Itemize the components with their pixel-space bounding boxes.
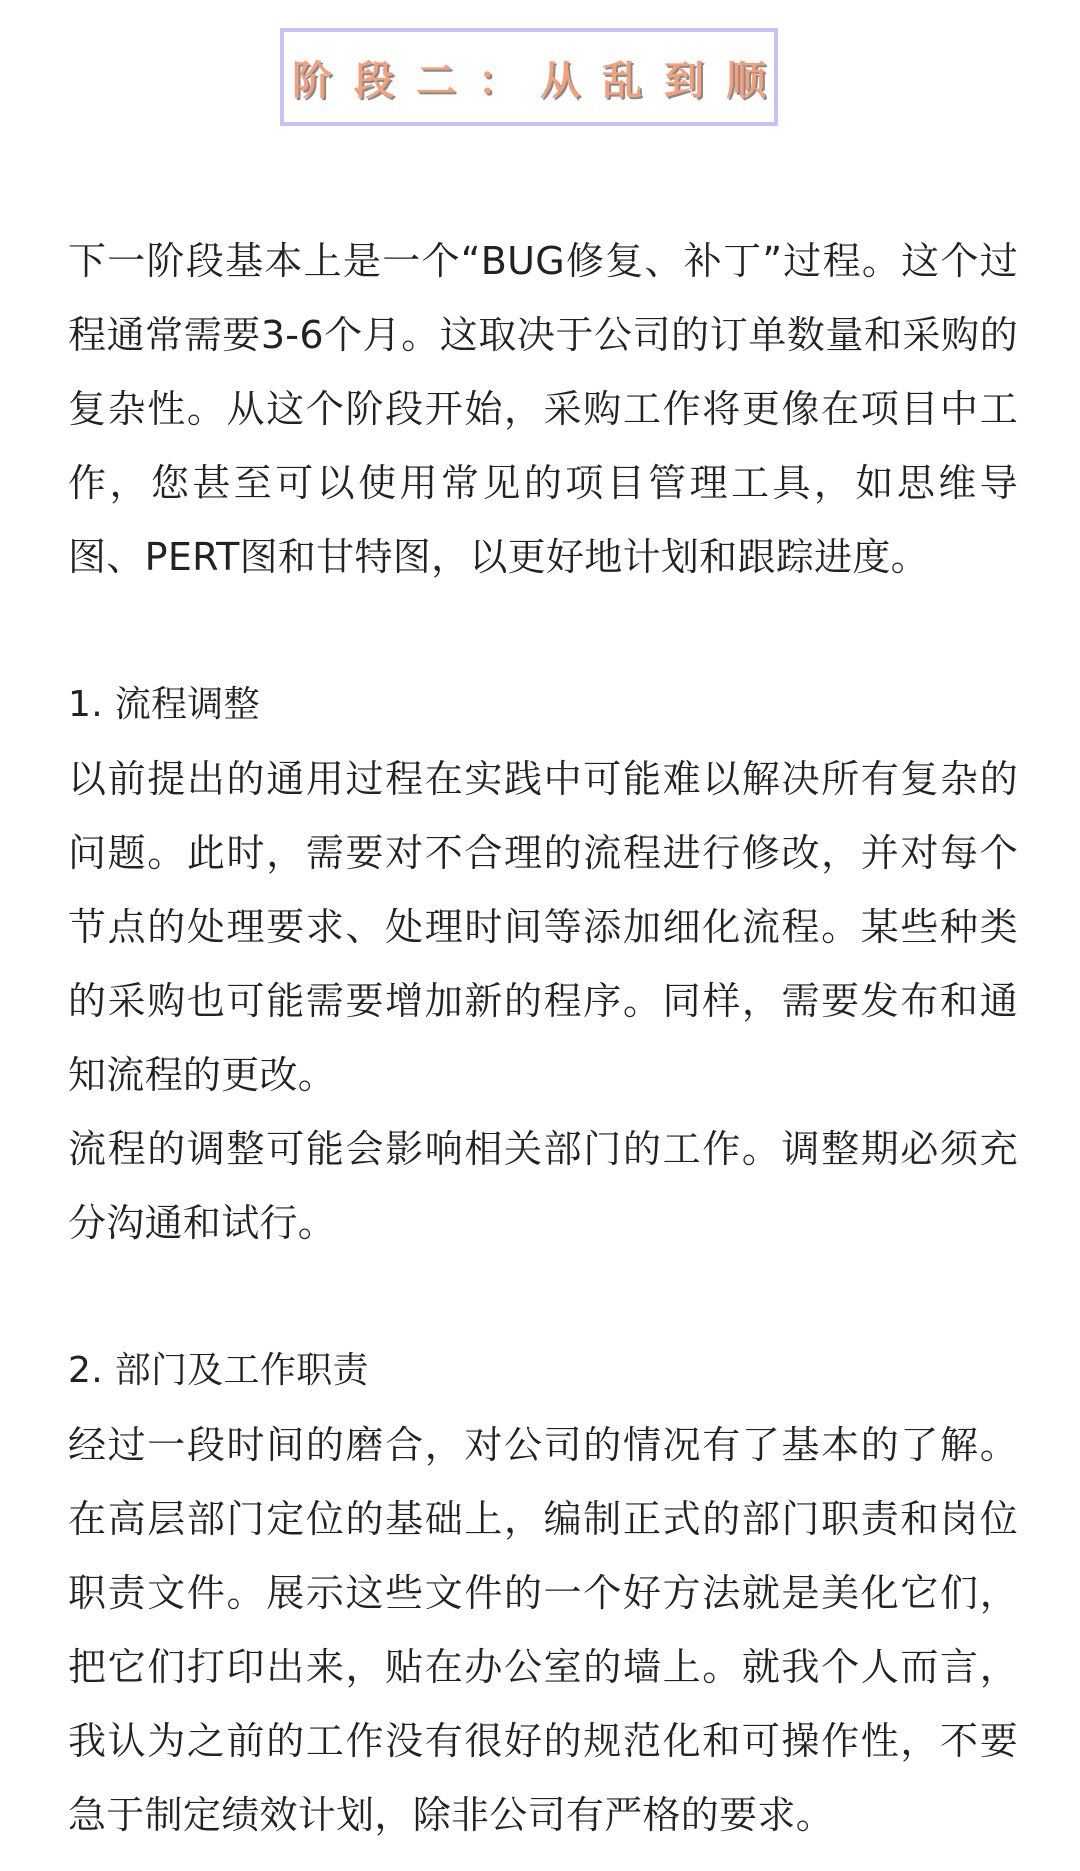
section-heading-duties: 2. 部门及工作职责 — [68, 1350, 369, 1391]
title-box — [280, 28, 788, 126]
article-body — [68, 224, 1018, 1852]
section-paragraph: 流程的调整可能会影响相关部门的工作。调整期必须充分沟通和试行。 — [68, 1127, 1018, 1245]
intro-paragraph: 下一阶段基本上是一个“BUG修复、补丁”过程。这个过程通常需要3-6个月。这取决于公司的订单数量和采购的复杂性。从这个阶段开始，采购工作将更像在项目中工作，您甚至可以使用常见的项目管理工具，如思维导图、PERT图和甘特图，以更好地计划和跟踪进度。 — [68, 239, 1018, 579]
section-heading-process: 1. 流程调整 — [68, 684, 260, 725]
page-title: 阶段二：从乱到顺 — [292, 57, 788, 104]
section-paragraph: 以前提出的通用过程在实践中可能难以解决所有复杂的问题。此时，需要对不合理的流程进行修改，并对每个节点的处理要求、处理时间等添加细化流程。某些种类的采购也可能需要增加新的程序。同样，需要发布和通知流程的更改。 — [68, 757, 1018, 1097]
section-paragraph: 经过一段时间的磨合，对公司的情况有了基本的了解。在高层部门定位的基础上，编制正式的部门职责和岗位职责文件。展示这些文件的一个好方法就是美化它们，把它们打印出来，贴在办公室的墙上。就我个人而言，我认为之前的工作没有很好的规范化和可操作性，不要急于制定绩效计划，除非公司有严格的要求。 — [68, 1423, 1018, 1837]
